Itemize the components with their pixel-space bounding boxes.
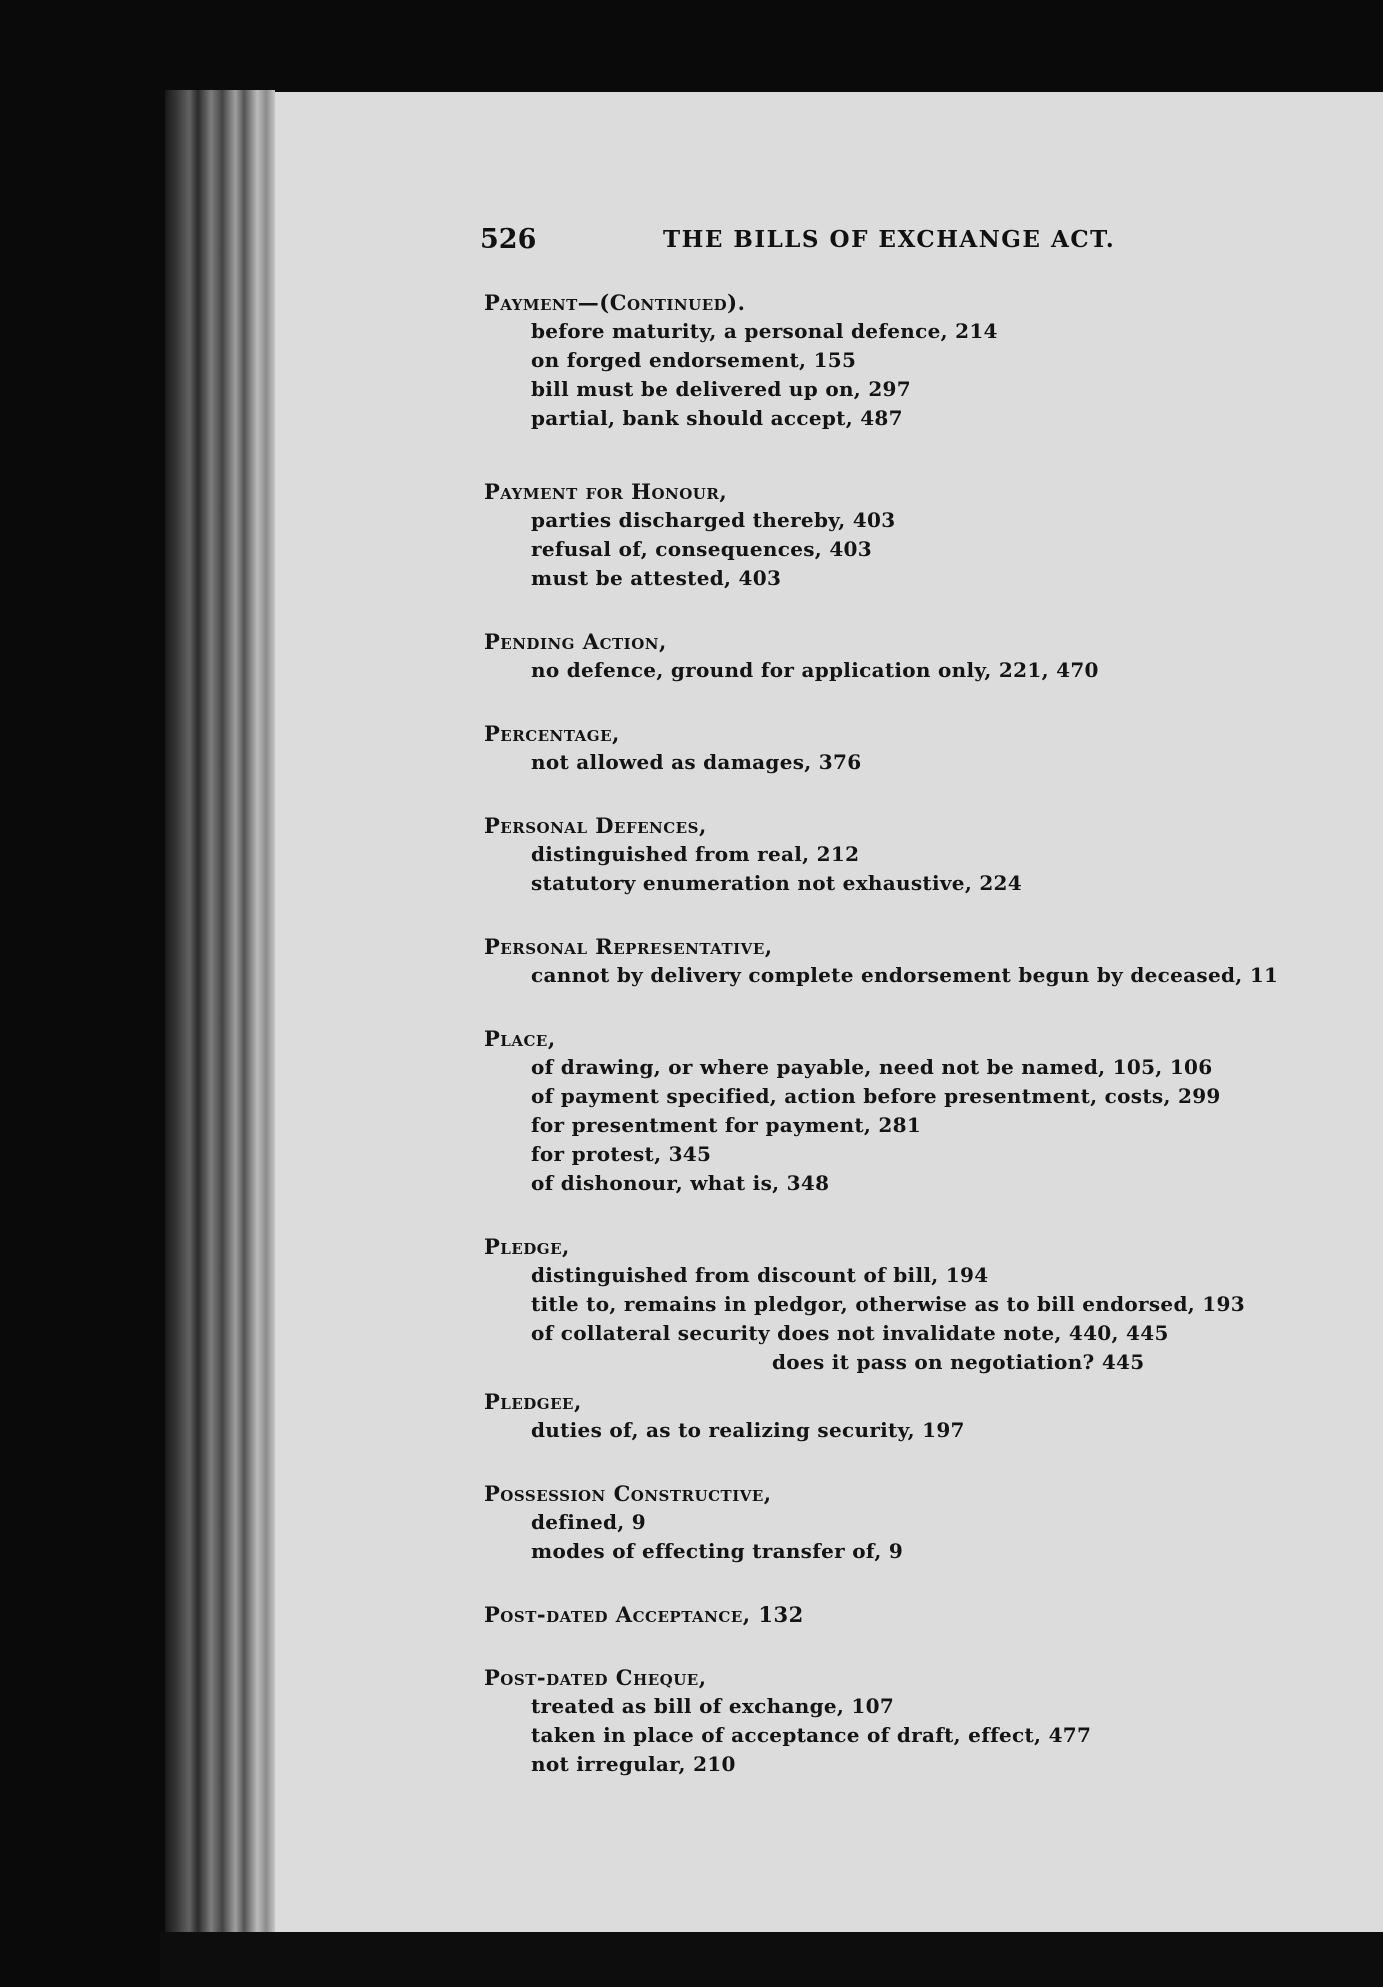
index-subentry: distinguished from discount of bill, 194: [531, 1263, 989, 1287]
index-subentry: no defence, ground for application only, 221, 470: [531, 658, 1099, 682]
index-subentry: for protest, 345: [531, 1142, 712, 1166]
index-entry-pledge: [484, 1232, 1364, 1377]
running-title: THE BILLS OF EXCHANGE ACT.: [663, 226, 1116, 253]
index-subentry: refusal of, consequences, 403: [531, 537, 872, 561]
index-heading: Post-dated Cheque,: [484, 1665, 707, 1690]
index-entry-pledgee: [484, 1387, 1364, 1445]
index-subentry: bill must be delivered up on, 297: [531, 377, 911, 401]
index-entry-post-dated-cheque: [484, 1663, 1364, 1779]
index-heading: Personal Defences,: [484, 813, 707, 838]
index-heading: Payment—(Continued).: [484, 290, 746, 315]
index-subentry: must be attested, 403: [531, 566, 782, 590]
index-subentry: title to, remains in pledgor, otherwise as to bill endorsed, 193: [531, 1292, 1245, 1316]
index-subentry: of drawing, or where payable, need not be named, 105, 106: [531, 1055, 1213, 1079]
index-subentry: statutory enumeration not exhaustive, 224: [531, 871, 1022, 895]
index-heading: Pledgee,: [484, 1389, 582, 1414]
index-entry-payment: [484, 288, 1364, 433]
index-subentry: parties discharged thereby, 403: [531, 508, 896, 532]
index-subentry: partial, bank should accept, 487: [531, 406, 903, 430]
index-subentry: treated as bill of exchange, 107: [531, 1694, 895, 1718]
index-subentry: defined, 9: [531, 1510, 647, 1534]
index-heading: Percentage,: [484, 721, 620, 746]
index-heading: Pending Action,: [484, 629, 667, 654]
index-heading: Payment for Honour,: [484, 479, 728, 504]
index-entry-percentage: [484, 719, 1364, 777]
index-subentry: on forged endorsement, 155: [531, 348, 857, 372]
index-list: [484, 288, 1364, 1779]
index-subentry: duties of, as to realizing security, 197: [531, 1418, 965, 1442]
scan-bottom-border: [160, 1932, 1383, 1987]
index-heading: Post-dated Acceptance, 132: [484, 1602, 804, 1627]
index-subentry: distinguished from real, 212: [531, 842, 860, 866]
index-subentry: not irregular, 210: [531, 1752, 736, 1776]
index-subentry: of dishonour, what is, 348: [531, 1171, 830, 1195]
index-heading: Pledge,: [484, 1234, 570, 1259]
index-subentry: modes of effecting transfer of, 9: [531, 1539, 904, 1563]
index-subentry: before maturity, a personal defence, 214: [531, 319, 998, 343]
index-subentry: taken in place of acceptance of draft, effect, 477: [531, 1723, 1092, 1747]
index-entry-pending-action: [484, 627, 1364, 685]
index-entry-personal-defences: [484, 811, 1364, 898]
index-subentry-continuation: does it pass on negotiation? 445: [772, 1350, 1145, 1374]
index-entry-personal-representative: [484, 932, 1364, 990]
index-subentry: not allowed as damages, 376: [531, 750, 862, 774]
index-subentry: of collateral security does not invalidate note, 440, 445: [531, 1321, 1169, 1345]
index-subentry: of payment specified, action before presentment, costs, 299: [531, 1084, 1221, 1108]
index-heading: Place,: [484, 1026, 556, 1051]
page-number: 526: [480, 224, 537, 255]
index-heading: Possession Constructive,: [484, 1481, 772, 1506]
index-entry-place: [484, 1024, 1364, 1198]
index-heading: Personal Representative,: [484, 934, 773, 959]
index-entry-post-dated-acceptance: [484, 1600, 1364, 1629]
index-subentry: cannot by delivery complete endorsement begun by deceased, 11: [531, 963, 1279, 987]
index-subentry: for presentment for payment, 281: [531, 1113, 922, 1137]
index-entry-possession-constructive: [484, 1479, 1364, 1566]
book-binding-edge: [165, 90, 275, 1970]
index-entry-payment-for-honour: [484, 477, 1364, 593]
